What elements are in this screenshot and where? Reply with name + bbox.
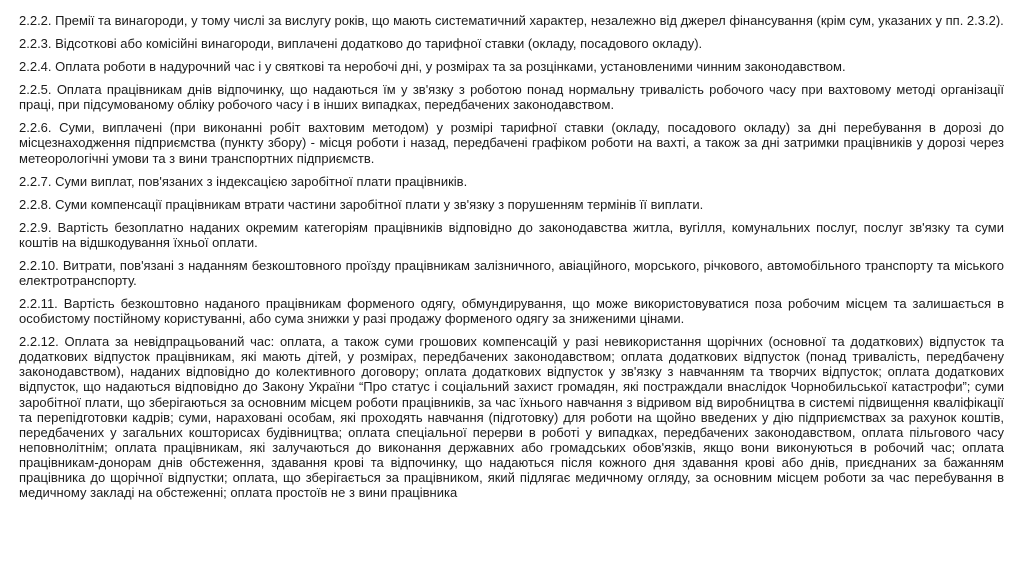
- paragraph-2-2-6: 2.2.6. Суми, виплачені (при виконанні робіт вахтовим методом) у розмірі тарифної ставки (окладу, посадового окладу) за дні перебування в дорозі до місцезнаходження підприємства (пункту збору) - місця роботи і назад, передбачені графіком роботи на вахті, а також за дні затримки працівників у дорозі через метеорологічні умови та з вини транспортних підприємств.: [19, 120, 1004, 166]
- paragraph-2-2-8: 2.2.8. Суми компенсації працівникам втрати частини заробітної плати у зв'язку з порушенням термінів її виплати.: [19, 196, 704, 212]
- paragraph-2-2-5: 2.2.5. Оплата працівникам днів відпочинку, що надаються їм у зв'язку з роботою понад нормальну тривалість робочого часу при вахтовому методі організації праці, при підсумованому обліку робочого часу і в інших випадках, передбачених законодавством.: [19, 82, 1004, 113]
- paragraph-2-2-9: 2.2.9. Вартість безоплатно наданих окремим категоріям працівників відповідно до законодавства житла, вугілля, комунальних послуг, послуг зв'язку та суми коштів на відшкодування їхньої оплати.: [19, 219, 1004, 250]
- paragraph-2-2-11: 2.2.11. Вартість безкоштовно наданого працівникам форменого одягу, обмундирування, що може використовуватися поза робочим місцем та залишається в особистому постійному користуванні, або сума знижки у разі продажу форменого одягу за зниженими цінами.: [19, 296, 1004, 327]
- paragraph-2-2-2: 2.2.2. Премії та винагороди, у тому числі за вислугу років, що мають систематичний характер, незалежно від джерел фінансування (крім сум, указаних у пп. 2.3.2).: [19, 13, 1004, 28]
- paragraph-2-2-7: 2.2.7. Суми виплат, пов'язаних з індексацією заробітної плати працівників.: [19, 173, 468, 189]
- paragraph-2-2-12: 2.2.12. Оплата за невідпрацьований час: оплата, а також суми грошових компенсацій у разі невикористання щорічних (основної та додаткових) відпусток та додаткових відпусток працівникам, які мають дітей, у розмірах, передбачених законодавством; оплата додаткових відпусток (понад тривалість, передбачену законодавством), наданих відповідно до колективного договору; оплата додаткових відпусток у зв'язку з навчанням та творчих відпусток; оплата додаткових відпусток, що надаються відповідно до Закону України “Про статус і соціальний захист громадян, які постраждали внаслідок Чорнобильської катастрофи”; суми заробітної плати, що зберігаються за основним місцем роботи працівників, за час їхнього навчання з відривом від виробництва в системі підвищення кваліфікації та перепідготовки кадрів; суми, нараховані особам, які проходять навчання (підготовку) для роботи на щойно введених у дію підприємствах за рахунок коштів, передбачених у загальних кошторисах будівництва; оплата спеціальної перерви в роботі у випадках, передбачених законодавством, оплата пільгового часу неповнолітнім; оплата працівникам, які залучаються до виконання державних або громадських обов'язків, якщо вони виконуються в робочий час; оплата працівникам-донорам днів обстеження, здавання крові та відпочинку, що надаються після кожного дня здавання крові або днів, приєднаних за бажанням працівника до щорічної відпустки; оплата, що зберігається за працівником, який підлягає медичному огляду, за основним місцем роботи за час перебування в медичному закладі на обстеженні; оплата простоїв не з вини працівника: [19, 334, 1004, 501]
- paragraph-2-2-3: 2.2.3. Відсоткові або комісійні винагороди, виплачені додатково до тарифної ставки (окладу, посадового окладу).: [19, 36, 703, 52]
- paragraph-2-2-4: 2.2.4. Оплата роботи в надурочний час і у святкові та неробочі дні, у розмірах та за розцінками, установленими чинним законодавством.: [19, 59, 846, 75]
- paragraph-2-2-10: 2.2.10. Витрати, пов'язані з наданням безкоштовного проїзду працівникам залізничного, авіаційного, морського, річкового, автомобільного транспорту та міського електротранспорту.: [19, 257, 1004, 289]
